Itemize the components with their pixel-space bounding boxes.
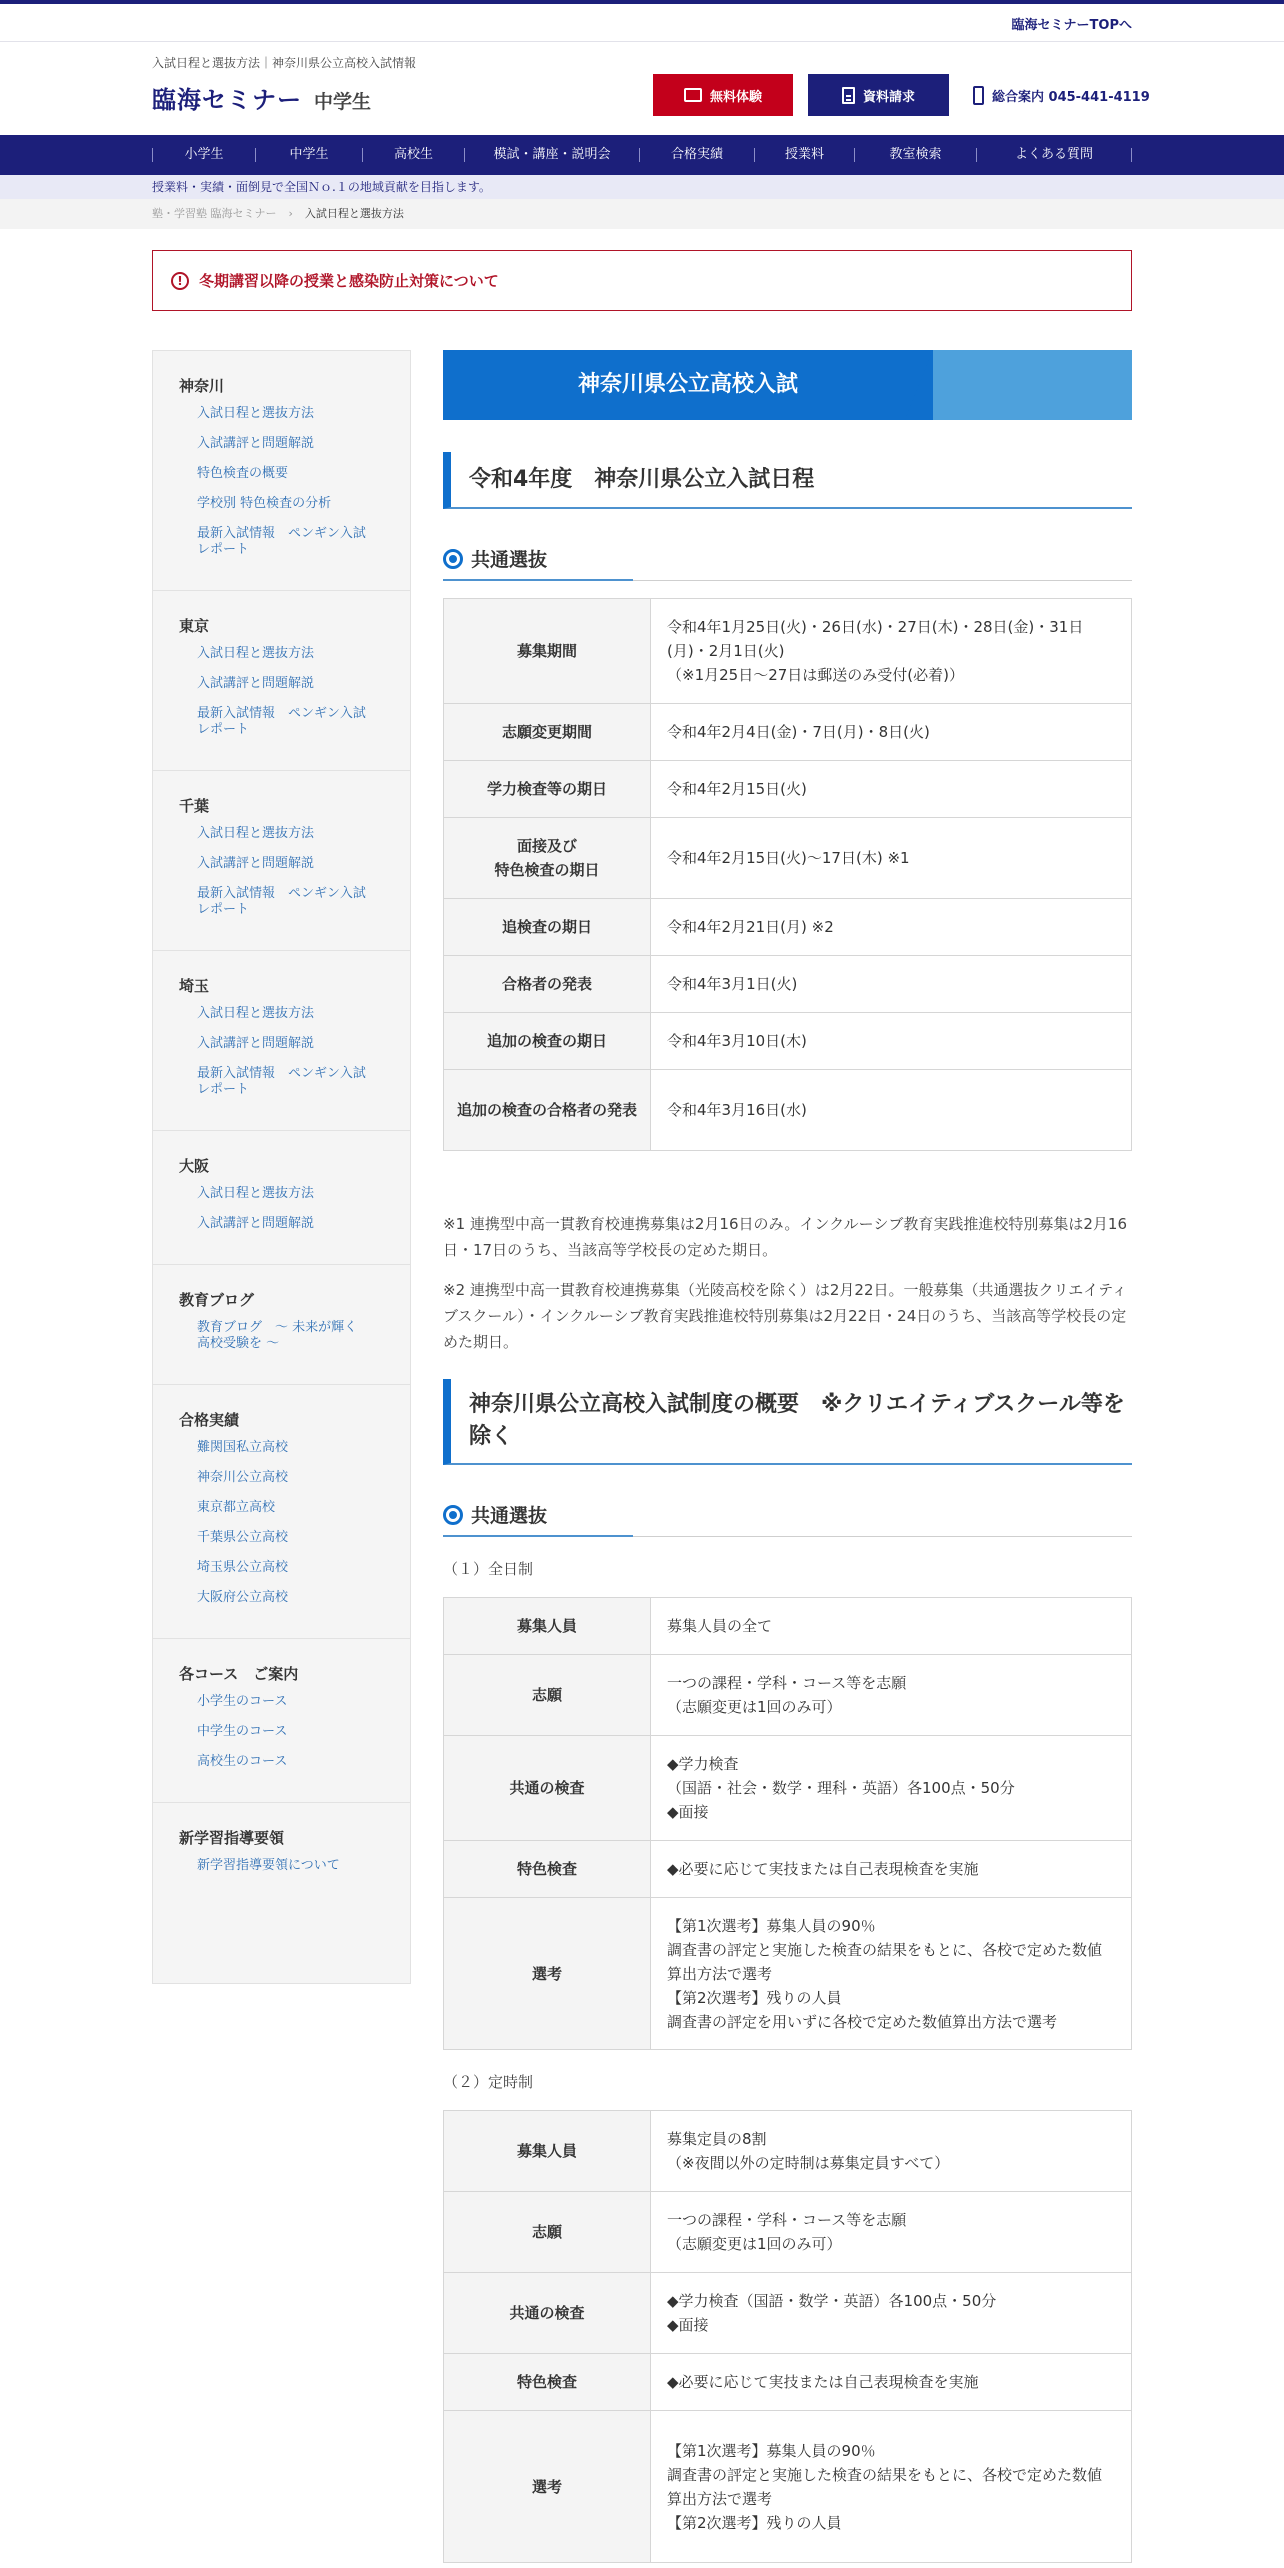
sidebar-heading: 神奈川 — [179, 377, 225, 395]
sidebar-group-results — [153, 1385, 410, 1639]
nav-item-elementary[interactable]: 小学生 — [152, 148, 255, 162]
schedule-table — [443, 598, 1132, 1151]
nav-item-classroom-search[interactable]: 教室検索 — [854, 148, 976, 162]
sidebar-link[interactable]: 神奈川公立高校 — [197, 1470, 289, 1485]
site-logo[interactable] — [152, 80, 371, 115]
table-value: 令和4年2月15日(火) — [651, 761, 1132, 818]
sidebar-group-tokyo — [153, 591, 410, 771]
table-row — [444, 899, 1132, 956]
sidebar-link[interactable]: 入試日程と選抜方法 — [197, 646, 315, 661]
table-row — [444, 1655, 1132, 1736]
sidebar-group-courses — [153, 1639, 410, 1803]
common-selection-title: 共通選抜 — [471, 1505, 548, 1527]
table-key: 募集人員 — [444, 2111, 651, 2192]
table-key: 特色検査 — [444, 2354, 651, 2411]
table-value: ◆必要に応じて実技または自己表現検査を実施 — [651, 2354, 1132, 2411]
sidebar-group-osaka — [153, 1131, 410, 1265]
sidebar-heading: 合格実績 — [179, 1411, 240, 1429]
sidebar-group-kanagawa — [153, 351, 410, 591]
table-value: ◆学力検査 （国語・社会・数学・理科・英語）各100点・50分 ◆面接 — [651, 1736, 1132, 1841]
table-value: 令和4年2月21日(月) ※2 — [651, 899, 1132, 956]
table-row — [444, 2354, 1132, 2411]
document-icon — [842, 87, 855, 104]
sidebar-link[interactable]: 入試日程と選抜方法 — [197, 1186, 315, 1201]
sidebar-link[interactable]: 教育ブログ ～ 未来が輝く高校受験を ～ — [197, 1320, 358, 1351]
sidebar-link[interactable]: 中学生のコース — [197, 1724, 288, 1739]
top-row — [0, 4, 1284, 42]
logo-sub: 中学生 — [314, 91, 372, 113]
table-row — [444, 2192, 1132, 2273]
table-row — [444, 2273, 1132, 2354]
sidebar-link[interactable]: 新学習指導要領について — [197, 1858, 340, 1873]
request-docs-button[interactable] — [808, 74, 949, 116]
table-value: 募集人員の全て — [651, 1598, 1132, 1655]
table-value: 一つの課程・学科・コース等を志願 （志願変更は1回のみ可） — [651, 1655, 1132, 1736]
fulltime-label: （１）全日制 — [443, 1560, 534, 1578]
nav-item-faq[interactable]: よくある質問 — [976, 148, 1132, 162]
sidebar-link[interactable]: 入試講評と問題解説 — [197, 856, 315, 871]
nav-item-tuition[interactable]: 授業料 — [754, 148, 854, 162]
table-key: 志願 — [444, 2192, 651, 2273]
table-key: 募集人員 — [444, 1598, 651, 1655]
phone-contact[interactable] — [973, 86, 1150, 105]
tagline: 授業料・実績・面倒見で全国Ｎｏ.１の地域貢献を目指します。 — [0, 175, 1284, 199]
free-trial-button[interactable] — [653, 74, 793, 116]
target-icon — [443, 549, 463, 569]
table-key: 志願変更期間 — [444, 704, 651, 761]
sidebar-link[interactable]: 特色検査の概要 — [197, 466, 289, 481]
sidebar-link[interactable]: 千葉県公立高校 — [197, 1530, 289, 1545]
sidebar-link[interactable]: 入試講評と問題解説 — [197, 436, 315, 451]
breadcrumb — [0, 199, 1284, 229]
table-value: ◆学力検査（国語・数学・英語）各100点・50分 ◆面接 — [651, 2273, 1132, 2354]
sidebar-link[interactable]: 高校生のコース — [197, 1754, 288, 1769]
table-key: 共通の検査 — [444, 2273, 651, 2354]
target-icon — [443, 1505, 463, 1525]
footnote-2: ※2 連携型中高一貫教育校連携募集（光陵高校を除く）は2月22日。一般募集（共通選抜クリエイティブスクール）・インクルーシブ教育実践推進校特別募集は2月22日・24日のうち、当該高等学校長の定めた期日。 — [443, 1281, 1128, 1351]
table-value: 【第1次選考】募集人員の90％ 調査書の評定と実施した検査の結果をもとに、各校で定めた数値算出方法で選考 【第2次選考】残りの人員 調査書の評定を用いずに各校で定めた数値算出方法で選考 — [651, 1898, 1132, 2050]
table-key: 選考 — [444, 1898, 651, 2050]
table-value: 令和4年3月1日(火) — [651, 956, 1132, 1013]
header-page-title: 入試日程と選抜方法｜神奈川県公立高校入試情報 — [152, 56, 417, 70]
sidebar-heading: 各コース ご案内 — [179, 1665, 299, 1683]
nav-item-mock-exams[interactable]: 模試・講座・説明会 — [464, 148, 639, 162]
phone-text: 総合案内 045-441-4119 — [992, 90, 1150, 105]
sidebar-heading: 大阪 — [179, 1157, 210, 1175]
sidebar-link[interactable]: 大阪府公立高校 — [197, 1590, 289, 1605]
global-nav — [0, 135, 1284, 175]
sidebar-link[interactable]: 最新入試情報 ペンギン入試レポート — [197, 886, 366, 917]
sidebar-heading: 千葉 — [179, 797, 210, 815]
nav-item-results[interactable]: 合格実績 — [639, 148, 754, 162]
table-key: 募集期間 — [444, 599, 651, 704]
sidebar-link[interactable]: 小学生のコース — [197, 1694, 288, 1709]
sidebar-heading: 東京 — [179, 617, 210, 635]
table-row — [444, 761, 1132, 818]
sidebar-link[interactable]: 入試講評と問題解説 — [197, 1036, 315, 1051]
sidebar-group-curriculum — [153, 1803, 410, 1906]
table-row — [444, 2411, 1132, 2563]
free-trial-label: 無料体験 — [709, 89, 762, 105]
table-row — [444, 1598, 1132, 1655]
table-row — [444, 704, 1132, 761]
sidebar-link[interactable]: 入試日程と選抜方法 — [197, 826, 315, 841]
table-key: 面接及び 特色検査の期日 — [444, 818, 651, 899]
page-banner — [443, 350, 1132, 420]
common-selection-title: 共通選抜 — [471, 549, 548, 571]
overview-heading: 神奈川県公立高校入試制度の概要 ※クリエイティブスクール等を除く — [443, 1379, 1132, 1465]
table-key: 選考 — [444, 2411, 651, 2563]
nav-item-high-school[interactable]: 高校生 — [362, 148, 464, 162]
notice-text: 冬期講習以降の授業と感染防止対策について — [199, 272, 499, 290]
table-key: 特色検査 — [444, 1841, 651, 1898]
sidebar-group-blog — [153, 1265, 410, 1385]
table-value: ◆必要に応じて実技または自己表現検査を実施 — [651, 1841, 1132, 1898]
breadcrumb-current: 入試日程と選抜方法 — [304, 207, 404, 220]
table-value: 令和4年1月25日(火)・26日(水)・27日(木)・28日(金)・31日(月)・2月1日(火) （※1月25日～27日は郵送のみ受付(必着)） — [651, 599, 1132, 704]
nav-item-junior-high[interactable]: 中学生 — [255, 148, 362, 162]
table-row — [444, 1013, 1132, 1070]
table-key: 志願 — [444, 1655, 651, 1736]
common-selection-heading-2 — [443, 1493, 1132, 1537]
parttime-table — [443, 2110, 1132, 2563]
sidebar-link[interactable]: 東京都立高校 — [197, 1500, 276, 1515]
table-row — [444, 2111, 1132, 2192]
table-row — [444, 1736, 1132, 1841]
table-value: 令和4年2月15日(火)〜17日(木) ※1 — [651, 818, 1132, 899]
main-content — [443, 350, 1132, 2563]
table-key: 共通の検査 — [444, 1736, 651, 1841]
sidebar-link[interactable]: 学校別 特色検査の分析 — [197, 496, 332, 511]
trial-icon — [684, 88, 702, 102]
table-value: 【第1次選考】募集人員の90％ 調査書の評定と実施した検査の結果をもとに、各校で定めた数値算出方法で選考 【第2次選考】残りの人員 — [651, 2411, 1132, 2563]
phone-icon — [973, 86, 984, 105]
page-title: 神奈川県公立高校入試 — [577, 372, 798, 397]
table-value: 令和4年2月4日(金)・7日(月)・8日(火) — [651, 704, 1132, 761]
breadcrumb-home[interactable]: 塾・学習塾 臨海セミナー — [152, 207, 277, 220]
table-key: 追検査の期日 — [444, 899, 651, 956]
table-row — [444, 1070, 1132, 1151]
table-row — [444, 1841, 1132, 1898]
sidebar-group-chiba — [153, 771, 410, 951]
table-value: 令和4年3月10日(木) — [651, 1013, 1132, 1070]
alert-icon: ! — [171, 272, 189, 290]
sidebar-link[interactable]: 入試日程と選抜方法 — [197, 406, 315, 421]
sidebar-link[interactable]: 埼玉県公立高校 — [197, 1560, 289, 1575]
common-selection-heading — [443, 537, 1132, 581]
table-key: 追加の検査の合格者の発表 — [444, 1070, 651, 1151]
sidebar — [152, 350, 411, 1984]
sidebar-link[interactable]: 最新入試情報 ペンギン入試レポート — [197, 526, 366, 557]
table-row — [444, 599, 1132, 704]
sidebar-link[interactable]: 入試講評と問題解説 — [197, 1216, 315, 1231]
table-key: 合格者の発表 — [444, 956, 651, 1013]
sidebar-heading: 教育ブログ — [179, 1291, 255, 1309]
covid-notice-link[interactable] — [152, 250, 1132, 311]
parttime-label: （２）定時制 — [443, 2073, 534, 2091]
sidebar-link[interactable]: 入試講評と問題解説 — [197, 676, 315, 691]
rinkai-top-link[interactable]: 臨海セミナーTOPへ — [1011, 18, 1132, 33]
schedule-heading: 令和4年度 神奈川県公立入試日程 — [443, 452, 1132, 509]
sidebar-heading: 新学習指導要領 — [179, 1829, 285, 1847]
sidebar-heading: 埼玉 — [179, 977, 210, 995]
header — [0, 42, 1284, 135]
sidebar-link[interactable]: 入試日程と選抜方法 — [197, 1006, 315, 1021]
sidebar-group-saitama — [153, 951, 410, 1131]
footnote-1: ※1 連携型中高一貫教育校連携募集は2月16日のみ。インクルーシブ教育実践推進校特別募集は2月16日・17日のうち、当該高等学校長の定めた期日。 — [443, 1215, 1127, 1259]
table-key: 学力検査等の期日 — [444, 761, 651, 818]
sidebar-link[interactable]: 最新入試情報 ペンギン入試レポート — [197, 1066, 366, 1097]
table-row — [444, 956, 1132, 1013]
request-docs-label: 資料請求 — [862, 89, 915, 105]
table-value: 募集定員の8割 （※夜間以外の定時制は募集定員すべて） — [651, 2111, 1132, 2192]
table-row — [444, 1898, 1132, 2050]
table-key: 追加の検査の期日 — [444, 1013, 651, 1070]
table-value: 一つの課程・学科・コース等を志願 （志願変更は1回のみ可） — [651, 2192, 1132, 2273]
table-row — [444, 818, 1132, 899]
sidebar-link[interactable]: 最新入試情報 ペンギン入試レポート — [197, 706, 366, 737]
fulltime-table — [443, 1597, 1132, 2050]
sidebar-link[interactable]: 難関国私立高校 — [197, 1440, 289, 1455]
breadcrumb-separator-icon: › — [288, 207, 293, 220]
logo-main: 臨海セミナー — [152, 86, 302, 114]
table-value: 令和4年3月16日(水) — [651, 1070, 1132, 1151]
